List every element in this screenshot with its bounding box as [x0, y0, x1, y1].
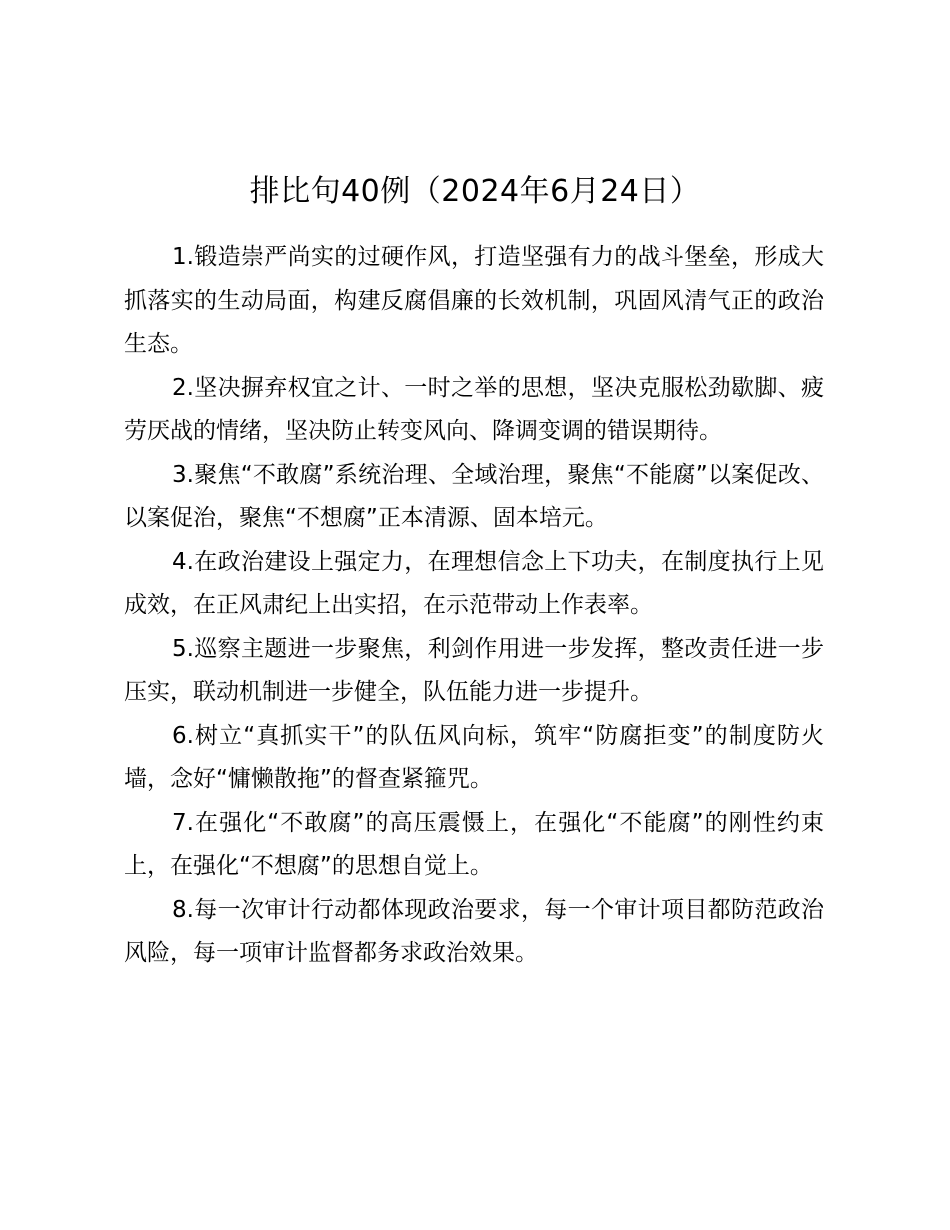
paragraph-2: 2.坚决摒弃权宜之计、一时之举的思想，坚决克服松劲歇脚、疲劳厌战的情绪，坚决防止转变风向、降调变调的错误期待。: [124, 374, 824, 444]
paragraph-7: 7.在强化“不敢腐”的高压震慑上，在强化“不能腐”的刚性约束上，在强化“不想腐”的思想自觉上。: [124, 809, 824, 879]
paragraph-1: 1.锻造崇严尚实的过硬作风，打造坚强有力的战斗堡垒，形成大抓落实的生动局面，构建反腐倡廉的长效机制，巩固风清气正的政治生态。: [124, 244, 824, 357]
document-title: 排比句40例（2024年6月24日）: [249, 174, 701, 209]
document-body: [124, 236, 824, 976]
paragraph-4: 4.在政治建设上强定力，在理想信念上下功夫，在制度执行上见成效，在正风肃纪上出实招，在示范带动上作表率。: [124, 548, 824, 618]
paragraph-3: 3.聚焦“不敢腐”系统治理、全域治理，聚焦“不能腐”以案促改、以案促治，聚焦“不想腐”正本清源、固本培元。: [124, 461, 824, 531]
paragraph-6: 6.树立“真抓实干”的队伍风向标，筑牢“防腐拒变”的制度防火墙，念好“慵懒散拖”的督查紧箍咒。: [124, 722, 824, 792]
paragraph-5: 5.巡察主题进一步聚焦，利剑作用进一步发挥，整改责任进一步压实，联动机制进一步健全，队伍能力进一步提升。: [124, 635, 824, 705]
paragraph-8: 8.每一次审计行动都体现政治要求，每一个审计项目都防范政治风险，每一项审计监督都务求政治效果。: [124, 896, 824, 966]
